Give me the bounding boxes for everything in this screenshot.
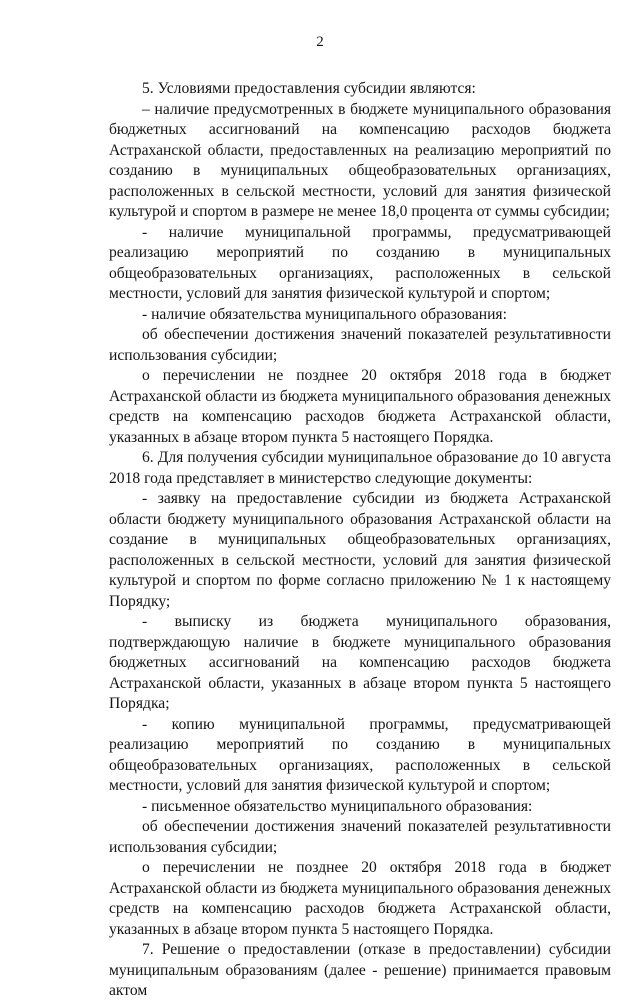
paragraph-conditions-heading: 5. Условиями предоставления субсидии являются: bbox=[142, 80, 476, 97]
page-number: 2 bbox=[316, 34, 324, 50]
paragraph-transfer-deadline: о перечислении не позднее 20 октября 2018 года в бюджет Астраханской области из бюджета муниципального образования денежных средств на компенсацию расходов бюджета Астраханской области, указанных в абзаце втором пункта 5 настоящего Порядка. bbox=[109, 367, 611, 446]
paragraph-written-obligation: - письменное обязательство муниципального образования: bbox=[142, 797, 533, 815]
document-body bbox=[109, 79, 611, 1002]
paragraph-performance-indicators: об обеспечении достижения значений показателей результативности использования субсидии; bbox=[109, 326, 611, 364]
paragraph-documents-heading: 6. Для получения субсидии муниципальное образование до 10 августа 2018 года представляет в министерство следующие документы: bbox=[109, 449, 611, 487]
paragraph-application: - заявку на предоставление субсидии из бюджета Астраханской области бюджету муниципального образования Астраханской области на создание в муниципальных общеобразовательных организациях, расположенных в сельской местности, условий для занятия физической культурой и спортом по форме согласно приложению № 1 к настоящему Порядку; bbox=[109, 490, 611, 610]
paragraph-decision: 7. Решение о предоставлении (отказе в предоставлении) субсидии муниципальным образованиям (далее - решение) принимается правовым актом bbox=[109, 941, 611, 999]
paragraph-transfer-deadline-2: о перечислении не позднее 20 октября 2018 года в бюджет Астраханской области из бюджета муниципального образования денежных средств на компенсацию расходов бюджета Астраханской области, указанных в абзаце втором пункта 5 настоящего Порядка. bbox=[109, 859, 611, 938]
paragraph-municipal-program: - наличие муниципальной программы, предусматривающей реализацию мероприятий по созданию в муниципальных общеобразовательных организациях, расположенных в сельской местности, условий для занятия физической культурой и спортом; bbox=[109, 223, 611, 302]
paragraph-performance-indicators-2: об обеспечении достижения значений показателей результативности использования субсидии; bbox=[109, 818, 611, 856]
paragraph-obligation-heading: - наличие обязательства муниципального образования: bbox=[142, 305, 507, 323]
paragraph-budget-extract: - выписку из бюджета муниципального образования, подтверждающую наличие в бюджете муниципального образования бюджетных ассигнований на компенсацию расходов бюджета Астраханской области, указанных в абзаце втором пункта 5 настоящего Порядка; bbox=[109, 613, 611, 712]
paragraph-program-copy: - копию муниципальной программы, предусматривающей реализацию мероприятий по созданию в муниципальных общеобразовательных организациях, расположенных в сельской местности, условий для занятия физической культурой и спортом; bbox=[109, 715, 611, 794]
paragraph-budget-allocations: – наличие предусмотренных в бюджете муниципального образования бюджетных ассигнований на компенсацию расходов бюджета Астраханской области, предоставленных на реализацию мероприятий по созданию в муниципальных общеобразовательных организациях, расположенных в сельской местности, условий для занятия физической культурой и спортом в размере не менее 18,0 процента от суммы субсидии; bbox=[109, 100, 611, 220]
